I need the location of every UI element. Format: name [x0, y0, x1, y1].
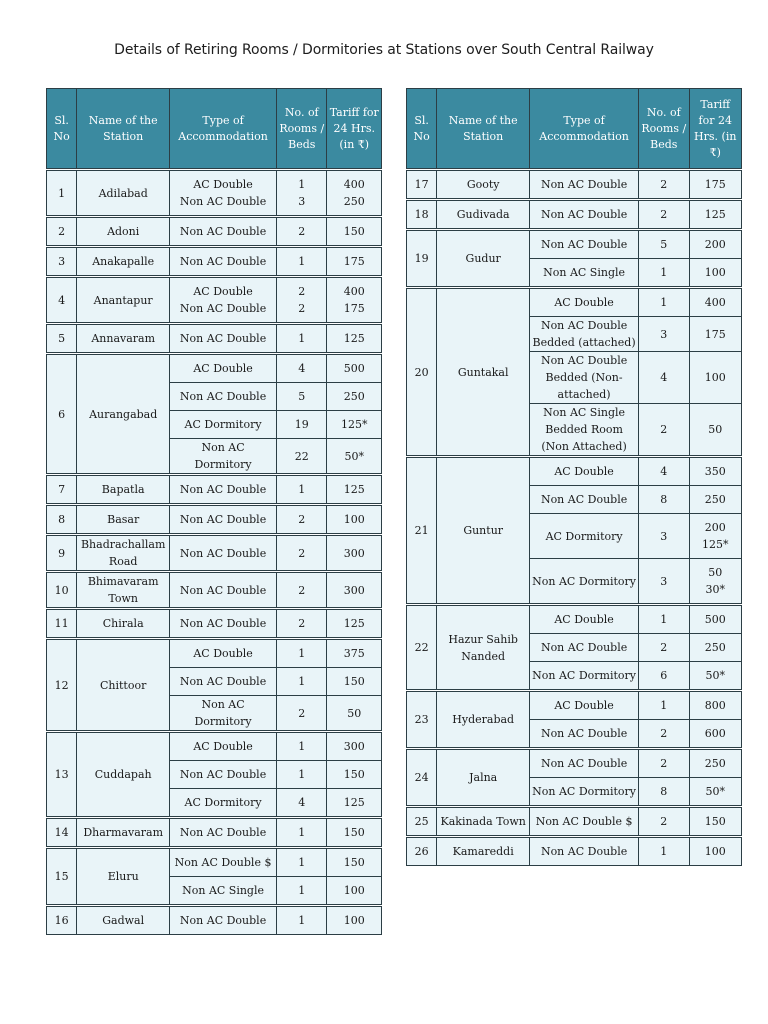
cell-rooms-beds: 8: [639, 486, 689, 514]
cell-station-name: Anakapalle: [77, 248, 170, 276]
cell-sl-no: 12: [47, 640, 77, 731]
cell-tariff: 500: [327, 355, 382, 383]
page-title: Details of Retiring Rooms / Dormitories at Stations over South Central Railway: [114, 42, 654, 58]
cell-sl-no: 24: [407, 750, 437, 806]
table-row: [47, 610, 382, 638]
cell-rooms-beds: 4: [639, 352, 689, 404]
header-sl-no: Sl. No: [47, 89, 77, 169]
cell-station-name: Hazur Sahib Nanded: [437, 606, 530, 690]
cell-rooms-beds: 5: [639, 231, 689, 259]
table-header-row: [47, 89, 382, 169]
table-row: [47, 248, 382, 276]
cell-station-name: Kamareddi: [437, 838, 530, 866]
cell-rooms-beds: 1: [277, 877, 327, 905]
cell-tariff: 250: [327, 383, 382, 411]
cell-rooms-beds: 1: [277, 907, 327, 935]
cell-tariff: 500: [689, 606, 742, 634]
table-row: [47, 278, 382, 323]
cell-accommodation-type: Non AC Double: [170, 218, 277, 246]
cell-station-name: Chirala: [77, 610, 170, 638]
cell-tariff: 50*: [689, 778, 742, 806]
cell-tariff: 175: [689, 171, 742, 199]
table-row: [407, 289, 742, 317]
cell-station-name: Hyderabad: [437, 692, 530, 748]
cell-station-name: Guntakal: [437, 289, 530, 456]
cell-tariff: 125: [327, 789, 382, 817]
cell-sl-no: 6: [47, 355, 77, 474]
table-row: [47, 171, 382, 216]
table-row: [407, 606, 742, 634]
cell-accommodation-type: AC Dormitory: [170, 789, 277, 817]
cell-accommodation-type: AC Double: [170, 733, 277, 761]
cell-tariff: 50*: [689, 662, 742, 690]
cell-tariff: 150: [327, 849, 382, 877]
table-row: [47, 218, 382, 246]
cell-accommodation-type: Non AC Double: [170, 506, 277, 534]
cell-sl-no: 17: [407, 171, 437, 199]
cell-rooms-beds: 4: [277, 789, 327, 817]
cell-accommodation-type: Non AC Dormitory: [170, 696, 277, 731]
cell-accommodation-type: Non AC Dormitory: [530, 662, 639, 690]
cell-tariff: 400 175: [327, 278, 382, 323]
cell-sl-no: 19: [407, 231, 437, 287]
cell-accommodation-type: Non AC Double: [530, 838, 639, 866]
cell-rooms-beds: 1: [639, 692, 689, 720]
cell-station-name: Eluru: [77, 849, 170, 905]
cell-rooms-beds: 2: [277, 536, 327, 571]
cell-station-name: Bhimavaram Town: [77, 573, 170, 608]
cell-accommodation-type: Non AC Single: [170, 877, 277, 905]
cell-tariff: 400: [689, 289, 742, 317]
cell-rooms-beds: 6: [639, 662, 689, 690]
table-header-row: [407, 89, 742, 169]
cell-accommodation-type: Non AC Dormitory: [530, 778, 639, 806]
cell-rooms-beds: 2 2: [277, 278, 327, 323]
cell-rooms-beds: 1: [639, 289, 689, 317]
cell-station-name: Aurangabad: [77, 355, 170, 474]
cell-station-name: Adilabad: [77, 171, 170, 216]
cell-sl-no: 14: [47, 819, 77, 847]
table-body-right: [407, 169, 742, 866]
cell-accommodation-type: Non AC Dormitory: [530, 559, 639, 604]
cell-tariff: 50*: [327, 439, 382, 474]
table-row: [47, 325, 382, 353]
cell-rooms-beds: 4: [639, 458, 689, 486]
cell-rooms-beds: 4: [277, 355, 327, 383]
cell-station-name: Dharmavaram: [77, 819, 170, 847]
cell-station-name: Bapatla: [77, 476, 170, 504]
cell-sl-no: 18: [407, 201, 437, 229]
cell-sl-no: 22: [407, 606, 437, 690]
cell-sl-no: 10: [47, 573, 77, 608]
cell-tariff: 150: [327, 218, 382, 246]
cell-station-name: Gadwal: [77, 907, 170, 935]
cell-sl-no: 9: [47, 536, 77, 571]
cell-sl-no: 5: [47, 325, 77, 353]
table-row: [407, 692, 742, 720]
table-row: [47, 573, 382, 608]
table-row: [47, 536, 382, 571]
cell-sl-no: 13: [47, 733, 77, 817]
cell-tariff: 150: [327, 761, 382, 789]
cell-accommodation-type: AC Double: [530, 289, 639, 317]
cell-sl-no: 23: [407, 692, 437, 748]
cell-tariff: 125*: [327, 411, 382, 439]
cell-station-name: Adoni: [77, 218, 170, 246]
cell-station-name: Kakinada Town: [437, 808, 530, 836]
cell-rooms-beds: 1: [277, 640, 327, 668]
cell-rooms-beds: 1: [277, 761, 327, 789]
cell-rooms-beds: 1: [277, 733, 327, 761]
table-row: [407, 458, 742, 486]
cell-station-name: Gooty: [437, 171, 530, 199]
cell-rooms-beds: 2: [277, 506, 327, 534]
header-station-name: Name of the Station: [77, 89, 170, 169]
cell-tariff: 350: [689, 458, 742, 486]
cell-rooms-beds: 1: [277, 248, 327, 276]
cell-tariff: 150: [689, 808, 742, 836]
cell-tariff: 300: [327, 733, 382, 761]
cell-tariff: 125: [327, 476, 382, 504]
cell-rooms-beds: 2: [639, 750, 689, 778]
cell-tariff: 250: [689, 634, 742, 662]
cell-rooms-beds: 1: [277, 476, 327, 504]
cell-tariff: 100: [689, 352, 742, 404]
cell-accommodation-type: Non AC Double: [530, 231, 639, 259]
cell-rooms-beds: 3: [639, 559, 689, 604]
cell-rooms-beds: 22: [277, 439, 327, 474]
cell-accommodation-type: AC Dormitory: [530, 514, 639, 559]
cell-accommodation-type: Non AC Single Bedded Room (Non Attached): [530, 404, 639, 456]
cell-accommodation-type: Non AC Double: [170, 325, 277, 353]
cell-tariff: 800: [689, 692, 742, 720]
cell-station-name: Gudivada: [437, 201, 530, 229]
cell-station-name: Basar: [77, 506, 170, 534]
cell-tariff: 100: [327, 877, 382, 905]
table-body-left: [47, 169, 382, 935]
cell-tariff: 125: [327, 610, 382, 638]
cell-tariff: 400 250: [327, 171, 382, 216]
cell-tariff: 200 125*: [689, 514, 742, 559]
cell-rooms-beds: 1: [277, 819, 327, 847]
cell-sl-no: 26: [407, 838, 437, 866]
cell-rooms-beds: 2: [277, 218, 327, 246]
cell-accommodation-type: Non AC Double: [170, 383, 277, 411]
header-accommodation-type: Type of Accommodation: [530, 89, 639, 169]
cell-rooms-beds: 2: [639, 404, 689, 456]
cell-sl-no: 2: [47, 218, 77, 246]
cell-accommodation-type: Non AC Double: [170, 573, 277, 608]
cell-accommodation-type: Non AC Double Bedded (attached): [530, 317, 639, 352]
cell-accommodation-type: Non AC Double: [170, 536, 277, 571]
cell-rooms-beds: 2: [639, 201, 689, 229]
cell-accommodation-type: Non AC Double: [170, 761, 277, 789]
cell-tariff: 150: [327, 819, 382, 847]
cell-accommodation-type: Non AC Double: [530, 720, 639, 748]
cell-rooms-beds: 3: [639, 317, 689, 352]
cell-rooms-beds: 1 3: [277, 171, 327, 216]
cell-accommodation-type: Non AC Double: [170, 668, 277, 696]
table-row: [47, 733, 382, 761]
cell-tariff: 250: [689, 486, 742, 514]
cell-accommodation-type: AC Double Non AC Double: [170, 171, 277, 216]
cell-rooms-beds: 2: [639, 634, 689, 662]
cell-station-name: Annavaram: [77, 325, 170, 353]
cell-tariff: 175: [327, 248, 382, 276]
cell-station-name: Gudur: [437, 231, 530, 287]
table-row: [47, 640, 382, 668]
cell-accommodation-type: Non AC Double Bedded (Non-attached): [530, 352, 639, 404]
header-tariff: Tariff for 24 Hrs. (in ₹): [327, 89, 382, 169]
cell-accommodation-type: Non AC Single: [530, 259, 639, 287]
cell-rooms-beds: 2: [639, 171, 689, 199]
cell-accommodation-type: Non AC Double $: [170, 849, 277, 877]
cell-sl-no: 4: [47, 278, 77, 323]
cell-sl-no: 20: [407, 289, 437, 456]
cell-sl-no: 8: [47, 506, 77, 534]
cell-tariff: 50: [327, 696, 382, 731]
cell-tariff: 100: [327, 907, 382, 935]
cell-rooms-beds: 8: [639, 778, 689, 806]
cell-accommodation-type: Non AC Double: [170, 819, 277, 847]
cell-accommodation-type: Non AC Double: [170, 907, 277, 935]
cell-rooms-beds: 1: [639, 838, 689, 866]
table-row: [47, 849, 382, 877]
cell-rooms-beds: 2: [277, 610, 327, 638]
cell-station-name: Anantapur: [77, 278, 170, 323]
cell-rooms-beds: 19: [277, 411, 327, 439]
cell-rooms-beds: 1: [277, 849, 327, 877]
header-sl-no: Sl. No: [407, 89, 437, 169]
cell-tariff: 150: [327, 668, 382, 696]
cell-accommodation-type: AC Double: [170, 640, 277, 668]
cell-rooms-beds: 2: [277, 573, 327, 608]
cell-tariff: 50 30*: [689, 559, 742, 604]
cell-tariff: 375: [327, 640, 382, 668]
cell-sl-no: 16: [47, 907, 77, 935]
table-row: [407, 750, 742, 778]
cell-tariff: 100: [327, 506, 382, 534]
table-row: [47, 476, 382, 504]
header-rooms-beds: No. of Rooms / Beds: [639, 89, 689, 169]
retiring-rooms-table-right: [406, 88, 742, 866]
cell-accommodation-type: Non AC Double $: [530, 808, 639, 836]
cell-accommodation-type: AC Double Non AC Double: [170, 278, 277, 323]
cell-tariff: 600: [689, 720, 742, 748]
cell-accommodation-type: Non AC Dormitory: [170, 439, 277, 474]
table-row: [407, 808, 742, 836]
table-row: [407, 231, 742, 259]
cell-sl-no: 21: [407, 458, 437, 604]
cell-accommodation-type: Non AC Double: [530, 201, 639, 229]
header-rooms-beds: No. of Rooms / Beds: [277, 89, 327, 169]
cell-tariff: 125: [327, 325, 382, 353]
cell-accommodation-type: Non AC Double: [170, 610, 277, 638]
cell-accommodation-type: AC Double: [530, 606, 639, 634]
cell-rooms-beds: 2: [639, 720, 689, 748]
cell-accommodation-type: Non AC Double: [170, 476, 277, 504]
table-row: [47, 355, 382, 383]
cell-station-name: Jalna: [437, 750, 530, 806]
table-row: [407, 838, 742, 866]
cell-rooms-beds: 1: [639, 606, 689, 634]
cell-rooms-beds: 1: [277, 325, 327, 353]
cell-tariff: 125: [689, 201, 742, 229]
cell-tariff: 50: [689, 404, 742, 456]
cell-accommodation-type: Non AC Double: [170, 248, 277, 276]
cell-station-name: Cuddapah: [77, 733, 170, 817]
cell-tariff: 300: [327, 573, 382, 608]
cell-rooms-beds: 1: [639, 259, 689, 287]
cell-sl-no: 7: [47, 476, 77, 504]
header-accommodation-type: Type of Accommodation: [170, 89, 277, 169]
cell-rooms-beds: 1: [277, 668, 327, 696]
cell-rooms-beds: 5: [277, 383, 327, 411]
table-row: [407, 201, 742, 229]
table-row: [47, 819, 382, 847]
cell-accommodation-type: AC Dormitory: [170, 411, 277, 439]
cell-tariff: 100: [689, 259, 742, 287]
cell-accommodation-type: AC Double: [530, 692, 639, 720]
cell-sl-no: 1: [47, 171, 77, 216]
cell-tariff: 300: [327, 536, 382, 571]
cell-accommodation-type: AC Double: [530, 458, 639, 486]
cell-accommodation-type: AC Double: [170, 355, 277, 383]
cell-tariff: 200: [689, 231, 742, 259]
cell-station-name: Chittoor: [77, 640, 170, 731]
cell-station-name: Guntur: [437, 458, 530, 604]
cell-station-name: Bhadrachallam Road: [77, 536, 170, 571]
cell-sl-no: 11: [47, 610, 77, 638]
header-station-name: Name of the Station: [437, 89, 530, 169]
cell-accommodation-type: Non AC Double: [530, 634, 639, 662]
cell-accommodation-type: Non AC Double: [530, 171, 639, 199]
cell-sl-no: 25: [407, 808, 437, 836]
cell-tariff: 250: [689, 750, 742, 778]
retiring-rooms-table-left: [46, 88, 382, 935]
header-tariff: Tariff for 24 Hrs. (in ₹): [689, 89, 742, 169]
table-row: [407, 171, 742, 199]
cell-rooms-beds: 2: [277, 696, 327, 731]
cell-sl-no: 15: [47, 849, 77, 905]
cell-tariff: 175: [689, 317, 742, 352]
cell-sl-no: 3: [47, 248, 77, 276]
cell-accommodation-type: Non AC Double: [530, 750, 639, 778]
cell-rooms-beds: 3: [639, 514, 689, 559]
cell-rooms-beds: 2: [639, 808, 689, 836]
cell-tariff: 100: [689, 838, 742, 866]
table-row: [47, 907, 382, 935]
table-row: [47, 506, 382, 534]
cell-accommodation-type: Non AC Double: [530, 486, 639, 514]
